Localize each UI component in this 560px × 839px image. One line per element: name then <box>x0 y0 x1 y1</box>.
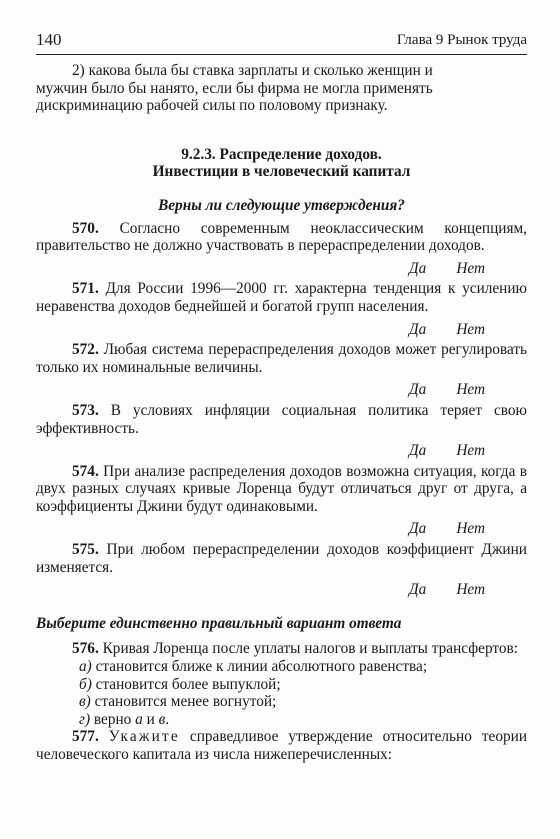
section-title-line-2: Инвестиции в человеческий капитал <box>152 163 411 181</box>
no-option[interactable]: Нет <box>456 581 485 599</box>
question-text: При любом перераспределении доходов коэффициент Джини изменяется. <box>36 541 527 576</box>
question-number: 571. <box>72 280 99 298</box>
question-text: В условиях инфляции социальная политика теряет свою эффективность. <box>36 401 527 437</box>
question-570 <box>36 220 527 255</box>
no-option[interactable]: Нет <box>456 520 485 538</box>
question-572 <box>36 341 527 376</box>
option-label: г) <box>79 710 91 728</box>
option-label: в) <box>79 693 91 711</box>
question-number: 575. <box>72 541 99 559</box>
option-ref-a: а <box>135 710 143 728</box>
question-number: 574. <box>72 462 99 480</box>
question-number: 570. <box>72 219 99 237</box>
option-conjunction: и <box>146 710 155 728</box>
page-header <box>36 28 527 55</box>
yes-option[interactable]: Да <box>408 320 427 338</box>
answer-choices-575 <box>36 581 527 599</box>
true-false-heading: Верны ли следующие утверждения? <box>158 196 405 214</box>
answer-choices-572 <box>36 381 527 399</box>
question-number: 573. <box>72 401 99 419</box>
question-573 <box>36 402 527 437</box>
option-v[interactable] <box>36 693 527 711</box>
yes-option[interactable]: Да <box>408 259 427 277</box>
question-571 <box>36 280 527 315</box>
option-b[interactable] <box>36 676 527 694</box>
section-title <box>36 146 527 181</box>
question-text: При анализе распределения доходов возможна ситуация, когда в двух разных случаях кривые Лоренца будут отличаться друг от друга, а коэффициенты Джини будут одинаковыми. <box>36 462 527 515</box>
answer-choices-570 <box>36 260 527 278</box>
no-option[interactable]: Нет <box>456 320 485 338</box>
question-number: 576. <box>72 640 99 658</box>
no-option[interactable]: Нет <box>456 442 485 460</box>
page-number: 140 <box>36 30 62 49</box>
option-text: верно <box>93 710 132 728</box>
option-g[interactable] <box>36 711 527 729</box>
option-label: б) <box>79 675 92 693</box>
question-577 <box>36 728 527 763</box>
no-option[interactable]: Нет <box>456 381 485 399</box>
option-text: становится более выпуклой; <box>95 675 281 693</box>
answer-choices-571 <box>36 321 527 339</box>
option-label: а) <box>79 658 92 676</box>
yes-option[interactable]: Да <box>408 581 427 599</box>
question-number: 572. <box>72 341 99 359</box>
question-verb: Укажите <box>108 728 180 746</box>
yes-option[interactable]: Да <box>408 442 427 460</box>
question-text: Кривая Лоренца после уплаты налогов и выплаты трансфертов: <box>102 640 519 658</box>
intro-line-2: мужчин было бы нанято, если бы фирма не могла применять <box>36 79 433 97</box>
answer-choices-574 <box>36 520 527 538</box>
question-text: Для России 1996—2000 гг. характерна тенденция к усилению неравенства доходов беднейшей и богатой групп населения. <box>36 280 527 315</box>
option-a[interactable] <box>36 658 527 676</box>
question-number: 577. <box>72 728 99 746</box>
option-text: становится ближе к линии абсолютного равенства; <box>95 658 428 676</box>
page-body <box>36 62 527 764</box>
question-text: справедливое утверждение относительно теории человеческого капитала из числа нижеперечисленных: <box>36 728 528 763</box>
yes-option[interactable]: Да <box>408 520 427 538</box>
question-575 <box>36 541 527 576</box>
section-title-line-1: 9.2.3. Распределение доходов. <box>181 145 382 163</box>
option-end: . <box>165 710 170 728</box>
yes-option[interactable]: Да <box>408 381 427 399</box>
intro-line-1: 2) какова была бы ставка зарплаты и сколько женщин и <box>72 62 433 79</box>
question-text: Любая система перераспределения доходов может регулировать только их номинальные величины. <box>36 341 527 376</box>
question-574 <box>36 463 527 516</box>
option-ref-v: в <box>158 710 166 728</box>
answer-choices-573 <box>36 442 527 460</box>
option-text: становится менее вогнутой; <box>94 693 277 711</box>
question-576 <box>36 640 527 658</box>
multiple-choice-heading: Выберите единственно правильный вариант ответа <box>36 614 402 632</box>
running-title: Глава 9 Рынок труда <box>396 32 527 48</box>
intro-line-3: дискриминацию рабочей силы по половому признаку. <box>36 97 388 115</box>
no-option[interactable]: Нет <box>456 259 485 277</box>
question-text: Согласно современным неоклассическим концепциям, правительство не должно участвовать в перераспределении доходов. <box>36 219 527 255</box>
